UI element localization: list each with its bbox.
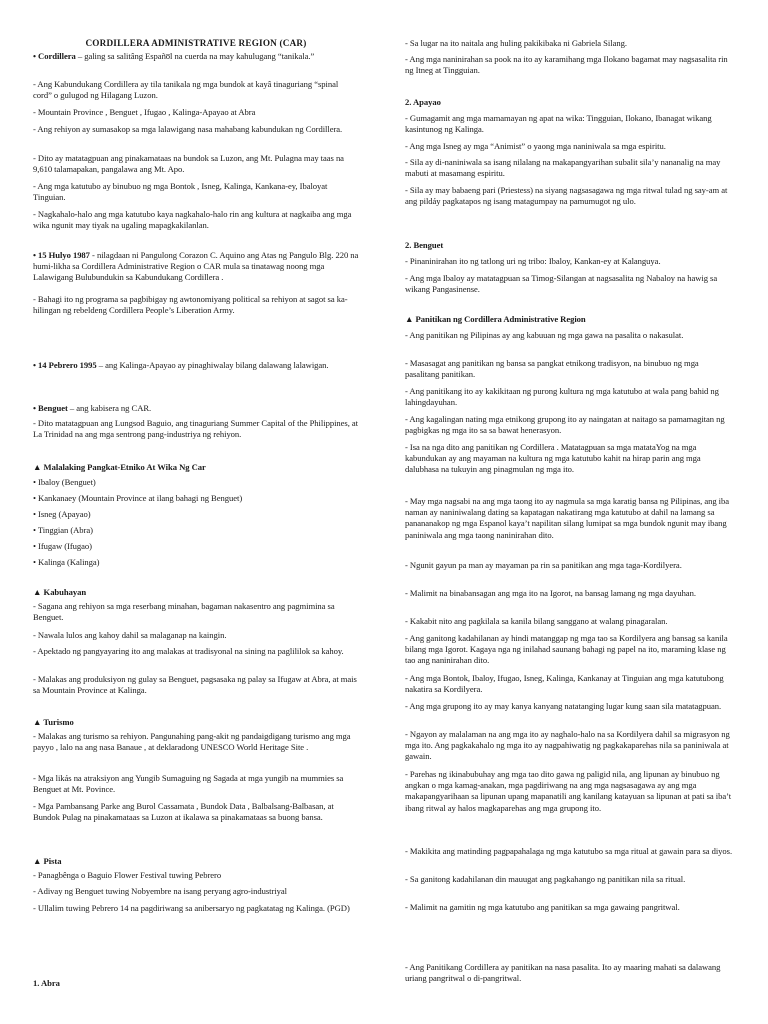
paragraph: - Ang Kabundukang Cordillera ay tila tanikala ng mga bundok at kayâ tinaguriang “spinal cord” o gulugod ng Hilagang Luzon.: [33, 79, 339, 101]
paragraph: - Dito ay matatagpuan ang pinakamataas na bundok sa Luzon, ang Mt. Pulagna may taas na 9,610 talamapakan, pangalawa ang Mt. Apo.: [33, 153, 344, 175]
paragraph: - Ngunit gayun pa man ay mayaman pa rin sa panitikan ang mga taga-Kordilyera.: [405, 560, 682, 570]
paragraph: - Gumagamit ang mga mamamayan ng apat na wika: Tingguian, Ilokano, Ibanagat wikang kasintunog ng Kalinga.: [405, 113, 712, 135]
paragraph: - Isa na nga dito ang panitikan ng Cordillera . Matatagpuan sa mga matataYog na mga kabundukan ay ang mayaman na kultura ng mga katutubo kahit na hirap parin ang mga dalubhasa na tukuyin ang pinagmulan ng mga ito.: [405, 442, 701, 475]
lead-text: – ang kabisera ng CAR.: [67, 403, 152, 413]
section-heading: ▲ Pista: [33, 856, 62, 866]
paragraph: - Nawala lulos ang kahoy dahil sa malaganap na kaingin.: [33, 630, 227, 640]
paragraph: - Ang kagalingan nating mga etnikong grupong ito ay naingatan at naitago sa pamamagitan ng pagbigkas ng mga ito sa sa bawat henerasyon.: [405, 414, 725, 436]
paragraph: - Malimit na binabansagan ang mga ito na Igorot, na bansag lamang ng mga dayuhan.: [405, 588, 696, 598]
paragraph: - Ang mga Ibaloy ay matatagpuan sa Timog-Silangan at nagsasalita ng Nabaloy na hawig sa wikang Pangasinense.: [405, 273, 718, 295]
paragraph: - Bahagi ito ng programa sa pagbibigay ng awtonomiyang political sa rehiyon at sagot sa ka- hilingan ng rebeldeng Cordillera People’s Liberation Army.: [33, 294, 348, 316]
section-heading: 1. Abra: [33, 978, 60, 988]
paragraph: - Sa lugar na ito naitala ang huling pakikibaka ni Gabriela Silang.: [405, 38, 627, 48]
paragraph: • Kankanaey (Mountain Province at ilang bahagi ng Benguet): [33, 493, 243, 503]
paragraph: • Isneg (Apayao): [33, 509, 91, 519]
paragraph: - Mga likás na atraksiyon ang Yungib Sumaguing ng Sagada at mga yungib na mummies sa Benguet at Mt. Povince.: [33, 773, 344, 795]
lead-term: • 15 Hulyo 1987: [33, 250, 90, 260]
paragraph: - Malakas ang turismo sa rehiyon. Pangunahing pang-akit ng pandaigdigang turismo ang mga payyo , lalo na ang nasa Banaue , at deklaradong UNESCO World Heritage Site .: [33, 731, 351, 753]
paragraph: • Kalinga (Kalinga): [33, 557, 100, 567]
paragraph: - Ang panitikang ito ay kakikitaan ng purong kultura ng mga katutubo at wala pang bahid ng lahingdayuhan.: [405, 386, 719, 408]
lead-term: • Benguet: [33, 403, 68, 413]
section-heading: 2. Benguet: [405, 240, 444, 250]
paragraph: - Sila ay di-naniniwala sa isang nilalang na makapangyarihan subalit sila’y nananalig na may mabuti at masamang espiritu.: [405, 157, 721, 179]
document-title: CORDILLERA ADMINISTRATIVE REGION (CAR): [85, 38, 307, 48]
paragraph: [33, 250, 359, 284]
lead-text: - nilagdaan ni Pangulong Corazon C. Aquino ang Atas ng Pangulo Blg. 220 na humi-likha sa Cordillera Administrative Region o CAR mula sa tinatawag noong mga Lalawigang Bulubundukin sa Kabundukang Cordillera .: [33, 250, 359, 283]
paragraph: - Pinaninirahan ito ng tatlong uri ng tribo: Ibaloy, Kankan-ey at Kalanguya.: [405, 256, 661, 266]
paragraph: [33, 360, 359, 371]
paragraph: - Ang ganitong kadahilanan ay hindi matanggap ng mga tao sa Kordilyera ang bansag sa kanila bilang mga Igorot. Kagaya nga ng inilahad saunang bahagi ng papel na ito, maraming klase ng tao ang naninirahan dito.: [405, 633, 728, 666]
lead-text: – galing sa salitâng Españo̅l na cuerda na may kahulugang “tanikala.”: [75, 51, 315, 61]
paragraph: - Parehas ng ikinabubuhay ang mga tao dito gawa ng paligid nila, ang lipunan ay binubuo ng angkan o mga kamag-anakan, mga pagdiriwang na ang mga nagsasagawa ay ang mga makapangyarihaan sa lipunan upang mapanatili ang kanilang katayuan sa lipunan at pati sa iba’t ibang ritwal ay halos magkaparehas ang mga grupong ito.: [405, 769, 732, 813]
paragraph: - Ang panitikan ng Pilipinas ay ang kabuuan ng mga gawa na pasalita o nakasulat.: [405, 330, 684, 340]
paragraph: - Kakabit nito ang pagkilala sa kanila bilang sanggano at walang pinagaralan.: [405, 616, 668, 626]
paragraph: - Makikita ang matinding pagpapahalaga ng mga katutubo sa mga ritual at gawain para sa diyos.: [405, 846, 733, 856]
paragraph: - May mga nagsabi na ang mga taong ito ay nagmula sa mga karatig bansa ng Pilipinas, ang iba naman ay naniniwalang dating sa kapatagan nakatirang mga katutubo at dahil na lamang sa panananakop ng mga Espanol kaya’t napilitan silang lumipat sa mga bundok ngunit may ibang paniniwala ang mga taong naninirahan dito.: [405, 496, 730, 540]
paragraph: - Ang mga Isneg ay mga “Animist” o yaong mga naniniwala sa mga espiritu.: [405, 141, 666, 151]
paragraph: • Tinggian (Abra): [33, 525, 93, 535]
lead-text: – ang Kalinga-Apayao ay pinaghiwalay bilang dalawang lalawigan.: [96, 360, 329, 370]
paragraph: - Sa ganitong kadahilanan din mauugat ang pagkahango ng panitikan nila sa ritual.: [405, 874, 686, 884]
section-heading: 2. Apayao: [405, 97, 441, 107]
paragraph: - Ang mga naninirahan sa pook na ito ay karamihang mga Ilokano bagamat may nagsasalita rin ng Itneg at Tingguian.: [405, 54, 728, 76]
paragraph: - Malakas ang produksiyon ng gulay sa Benguet, pagsasaka ng palay sa Ifugaw at Abra, at mais sa Mountain Province at Kalinga.: [33, 674, 357, 696]
section-heading: ▲ Kabuhayan: [33, 587, 87, 597]
paragraph: - Ngayon ay malalaman na ang mga ito ay naghalo-halo na sa Kordilyera dahil sa migrasyon ng mga ito. Ang pagkakahalo ng mga ito ay nagpahiwatig ng pagkakaparehas nila sa paniniwala at gawain.: [405, 729, 730, 762]
paragraph: - Ang mga katutubo ay binubuo ng mga Bontok , Isneg, Kalinga, Kankana-ey, Ibaloyat Tinguian.: [33, 181, 328, 203]
paragraph: - Mountain Province , Benguet , Ifugao , Kalinga-Apayao at Abra: [33, 107, 256, 117]
paragraph: - Sila ay may babaeng pari (Priestess) na siyang nagsasagawa ng mga ritwal tulad ng say-am at ang pildáy pagkatapos ng isang matagumpay na pamumugot ng ulo.: [405, 185, 728, 207]
section-heading: ▲ Turismo: [33, 717, 74, 727]
paragraph: [33, 403, 359, 414]
paragraph: - Adivay ng Benguet tuwing Nobyembre na isang peryang agro-industriyal: [33, 886, 288, 896]
paragraph: - Mga Pambansang Parke ang Burol Cassamata , Bundok Data , Balbalsang-Balbasan, at Bundok Pulag na pinakamataas sa Luzon at ikalawa sa pinakamataas sa buong bansa.: [33, 801, 334, 823]
paragraph: - Ang mga grupong ito ay may kanya kanyang natatanging lugar kung saan sila matatagpuan.: [405, 701, 722, 711]
paragraph: - Panagbênga o Baguio Flower Festival tuwing Pebrero: [33, 870, 222, 880]
paragraph: [33, 51, 359, 62]
paragraph: - Malimit na gamitin ng mga katutubo ang panitikan sa mga gawaing pangritwal.: [405, 902, 680, 912]
paragraph: • Ifugaw (Ifugao): [33, 541, 92, 551]
paragraph: - Sagana ang rehiyon sa mga reserbang minahan, bagaman nakasentro ang pagmimina sa Benguet.: [33, 601, 335, 623]
lead-term: • 14 Pebrero 1995: [33, 360, 97, 370]
lead-term: • Cordillera: [33, 51, 76, 61]
paragraph: - Dito matatagpuan ang Lungsod Baguio, ang tinaguriang Summer Capital of the Philippines, at La Trinidad na ang mga sentrong pang-industriya ng rehiyon.: [33, 418, 359, 440]
paragraph: - Ang rehiyon ay sumasakop sa mga lalawigang nasa mahabang kabundukan ng Cordillera.: [33, 124, 343, 134]
paragraph: - Masasagat ang panitikan ng bansa sa pangkat etnikong tradisyon, na binubuo ng mga pasalitang panitikan.: [405, 358, 699, 380]
section-heading: ▲ Malalaking Pangkat-Etniko At Wika Ng Car: [33, 462, 206, 472]
paragraph: • Ibaloy (Benguet): [33, 477, 96, 487]
paragraph: - Ang Panitikang Cordillera ay panitikan na nasa pasalita. Ito ay maaring mahati sa dalawang uriang pangritwal o di-pangritwal.: [405, 962, 721, 984]
paragraph: - Nagkahalo-halo ang mga katutubo kaya nagkahalo-halo rin ang kultura at nagkaiba ang mga wika ngunit may tiyak na ugaling mapagkakilanlan.: [33, 209, 352, 231]
paragraph: - Apektado ng pangyayaring ito ang malakas at tradisyonal na sining na paglililok sa kahoy.: [33, 646, 344, 656]
section-heading: ▲ Panitikan ng Cordillera Administrative Region: [405, 314, 586, 324]
paragraph: - Ang mga Bontok, Ibaloy, Ifugao, Isneg, Kalinga, Kankanay at Tinguian ang mga katutubong nakatira sa Kordilyera.: [405, 673, 724, 695]
paragraph: - Ullalim tuwing Pebrero 14 na pagdiriwang sa anibersaryo ng pagkatatag ng Kalinga. (PGD): [33, 903, 350, 913]
